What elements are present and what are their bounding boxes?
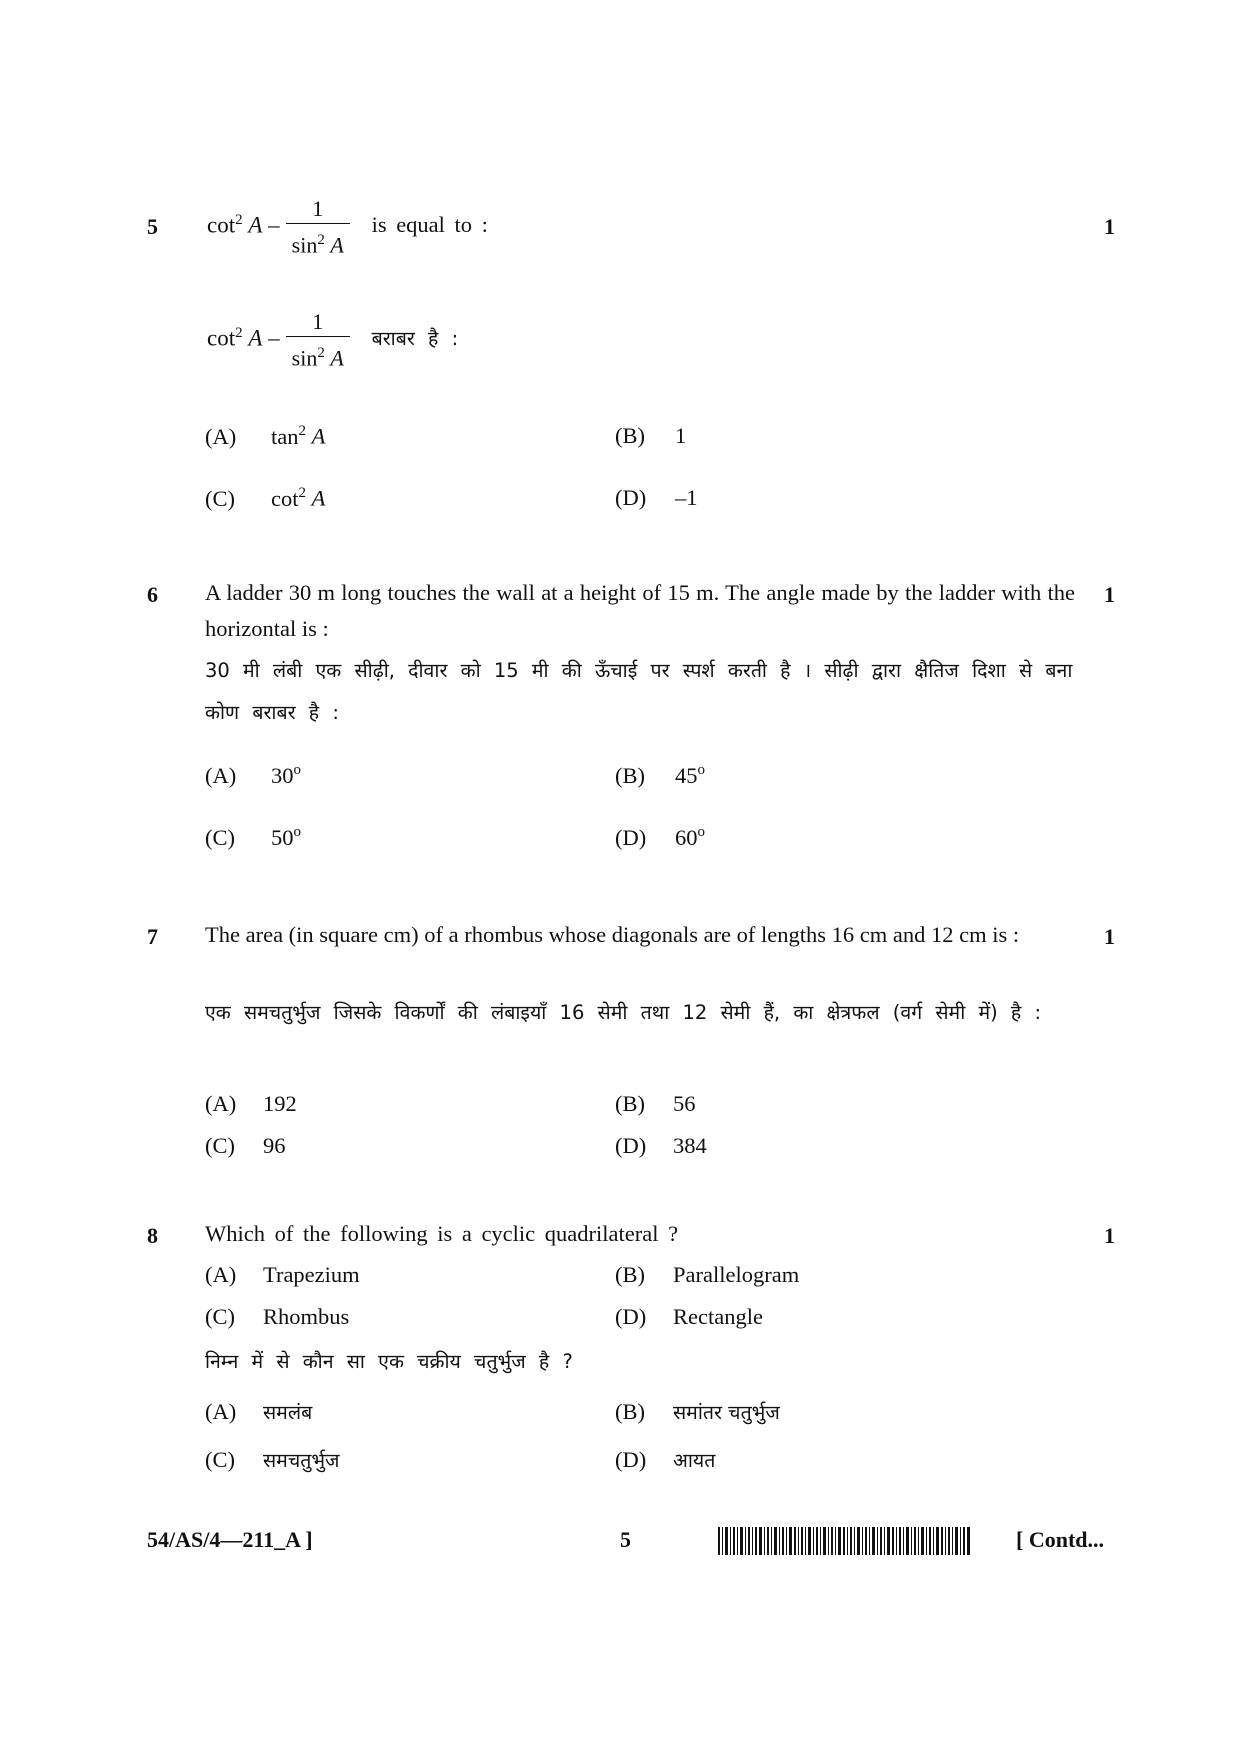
option-c: (C) Rhombus [205, 1304, 350, 1329]
fraction-denominator: $\sin^2 A$ [286, 223, 350, 259]
option-a: (A) $\tan^2 A$ [205, 423, 326, 449]
expr-minus: – [268, 212, 280, 238]
option-b: (B) 45$^o$ [615, 762, 705, 788]
question-number: 8 [147, 1223, 158, 1248]
option-b: (B) 1 [615, 423, 687, 448]
expr-fraction [286, 195, 350, 259]
question-number: 7 [147, 924, 158, 949]
question-text: A ladder 30 m long touches the wall at a height of 15 m. The angle made by the ladder with the horizontal is : [205, 580, 1075, 641]
option-d: (D) Rectangle [615, 1304, 763, 1329]
continued-label: [ Contd... [1016, 1527, 1105, 1552]
option-d-hindi: (D) आयत [615, 1447, 716, 1472]
question-marks: 1 [1104, 1223, 1115, 1248]
q5-expression-en [207, 195, 488, 259]
fraction-numerator: 1 [312, 196, 324, 221]
option-b: (B) Parallelogram [615, 1262, 800, 1287]
expr-fraction: $\frac{1}{\sin^2 A}$ [286, 308, 350, 372]
question-text-hindi: निम्न में से कौन सा एक चक्रीय चतुर्भुज है ? [205, 1350, 573, 1373]
question-number: 5 [147, 214, 158, 239]
option-d: (D) 60$^o$ [615, 824, 705, 850]
question-text-hindi: एक समचतुर्भुज जिसके विकर्णों की लंबाइयाँ 16 सेमी तथा 12 सेमी हैं, का क्षेत्रफल (वर्ग सेमी में) है : [205, 1001, 1042, 1024]
question-marks: 1 [1104, 582, 1115, 607]
q5-expression-hi: $\cot^2 A$ – $\frac{1}{\sin^2 A}$ बराबर है : [207, 309, 459, 371]
option-c-hindi: (C) समचतुर्भुज [205, 1447, 340, 1472]
paper-code: 54/AS/4—211_A ] [147, 1527, 313, 1552]
option-c: (C) $\cot^2 A$ [205, 485, 326, 511]
option-d: (D) 384 [615, 1133, 707, 1158]
question-number: 6 [147, 582, 158, 607]
question-marks: 1 [1104, 214, 1115, 239]
question-text-hindi: 30 मी लंबी एक सीढ़ी, दीवार को 15 मी की ऊँचाई पर स्पर्श करती है । सीढ़ी द्वारा क्षैतिज दिशा से बना कोण बराबर है : [205, 659, 1073, 724]
option-a: (A) 192 [205, 1091, 297, 1116]
option-d: (D) –1 [615, 485, 698, 510]
question-text: Which of the following is a cyclic quadrilateral ? [205, 1221, 679, 1246]
option-b-hindi: (B) समांतर चतुर्भुज [615, 1399, 780, 1424]
expr-function: cot [207, 212, 236, 238]
option-c: (C) 96 [205, 1133, 286, 1158]
question-marks: 1 [1104, 924, 1115, 949]
expr-variable: A [248, 212, 263, 238]
barcode-icon [718, 1527, 970, 1555]
option-b: (B) 56 [615, 1091, 696, 1116]
option-c: (C) 50$^o$ [205, 824, 301, 850]
question-text: is equal to : [371, 212, 488, 238]
page-number: 5 [620, 1527, 631, 1552]
option-a: (A) Trapezium [205, 1262, 360, 1287]
option-a-hindi: (A) समलंब [205, 1399, 313, 1424]
question-text-hindi: बराबर है : [371, 327, 459, 351]
expr-exponent: 2 [235, 211, 243, 228]
question-text: The area (in square cm) of a rhombus whose diagonals are of lengths 16 cm and 12 cm is : [205, 922, 1020, 947]
option-a: (A) 30$^o$ [205, 762, 301, 788]
